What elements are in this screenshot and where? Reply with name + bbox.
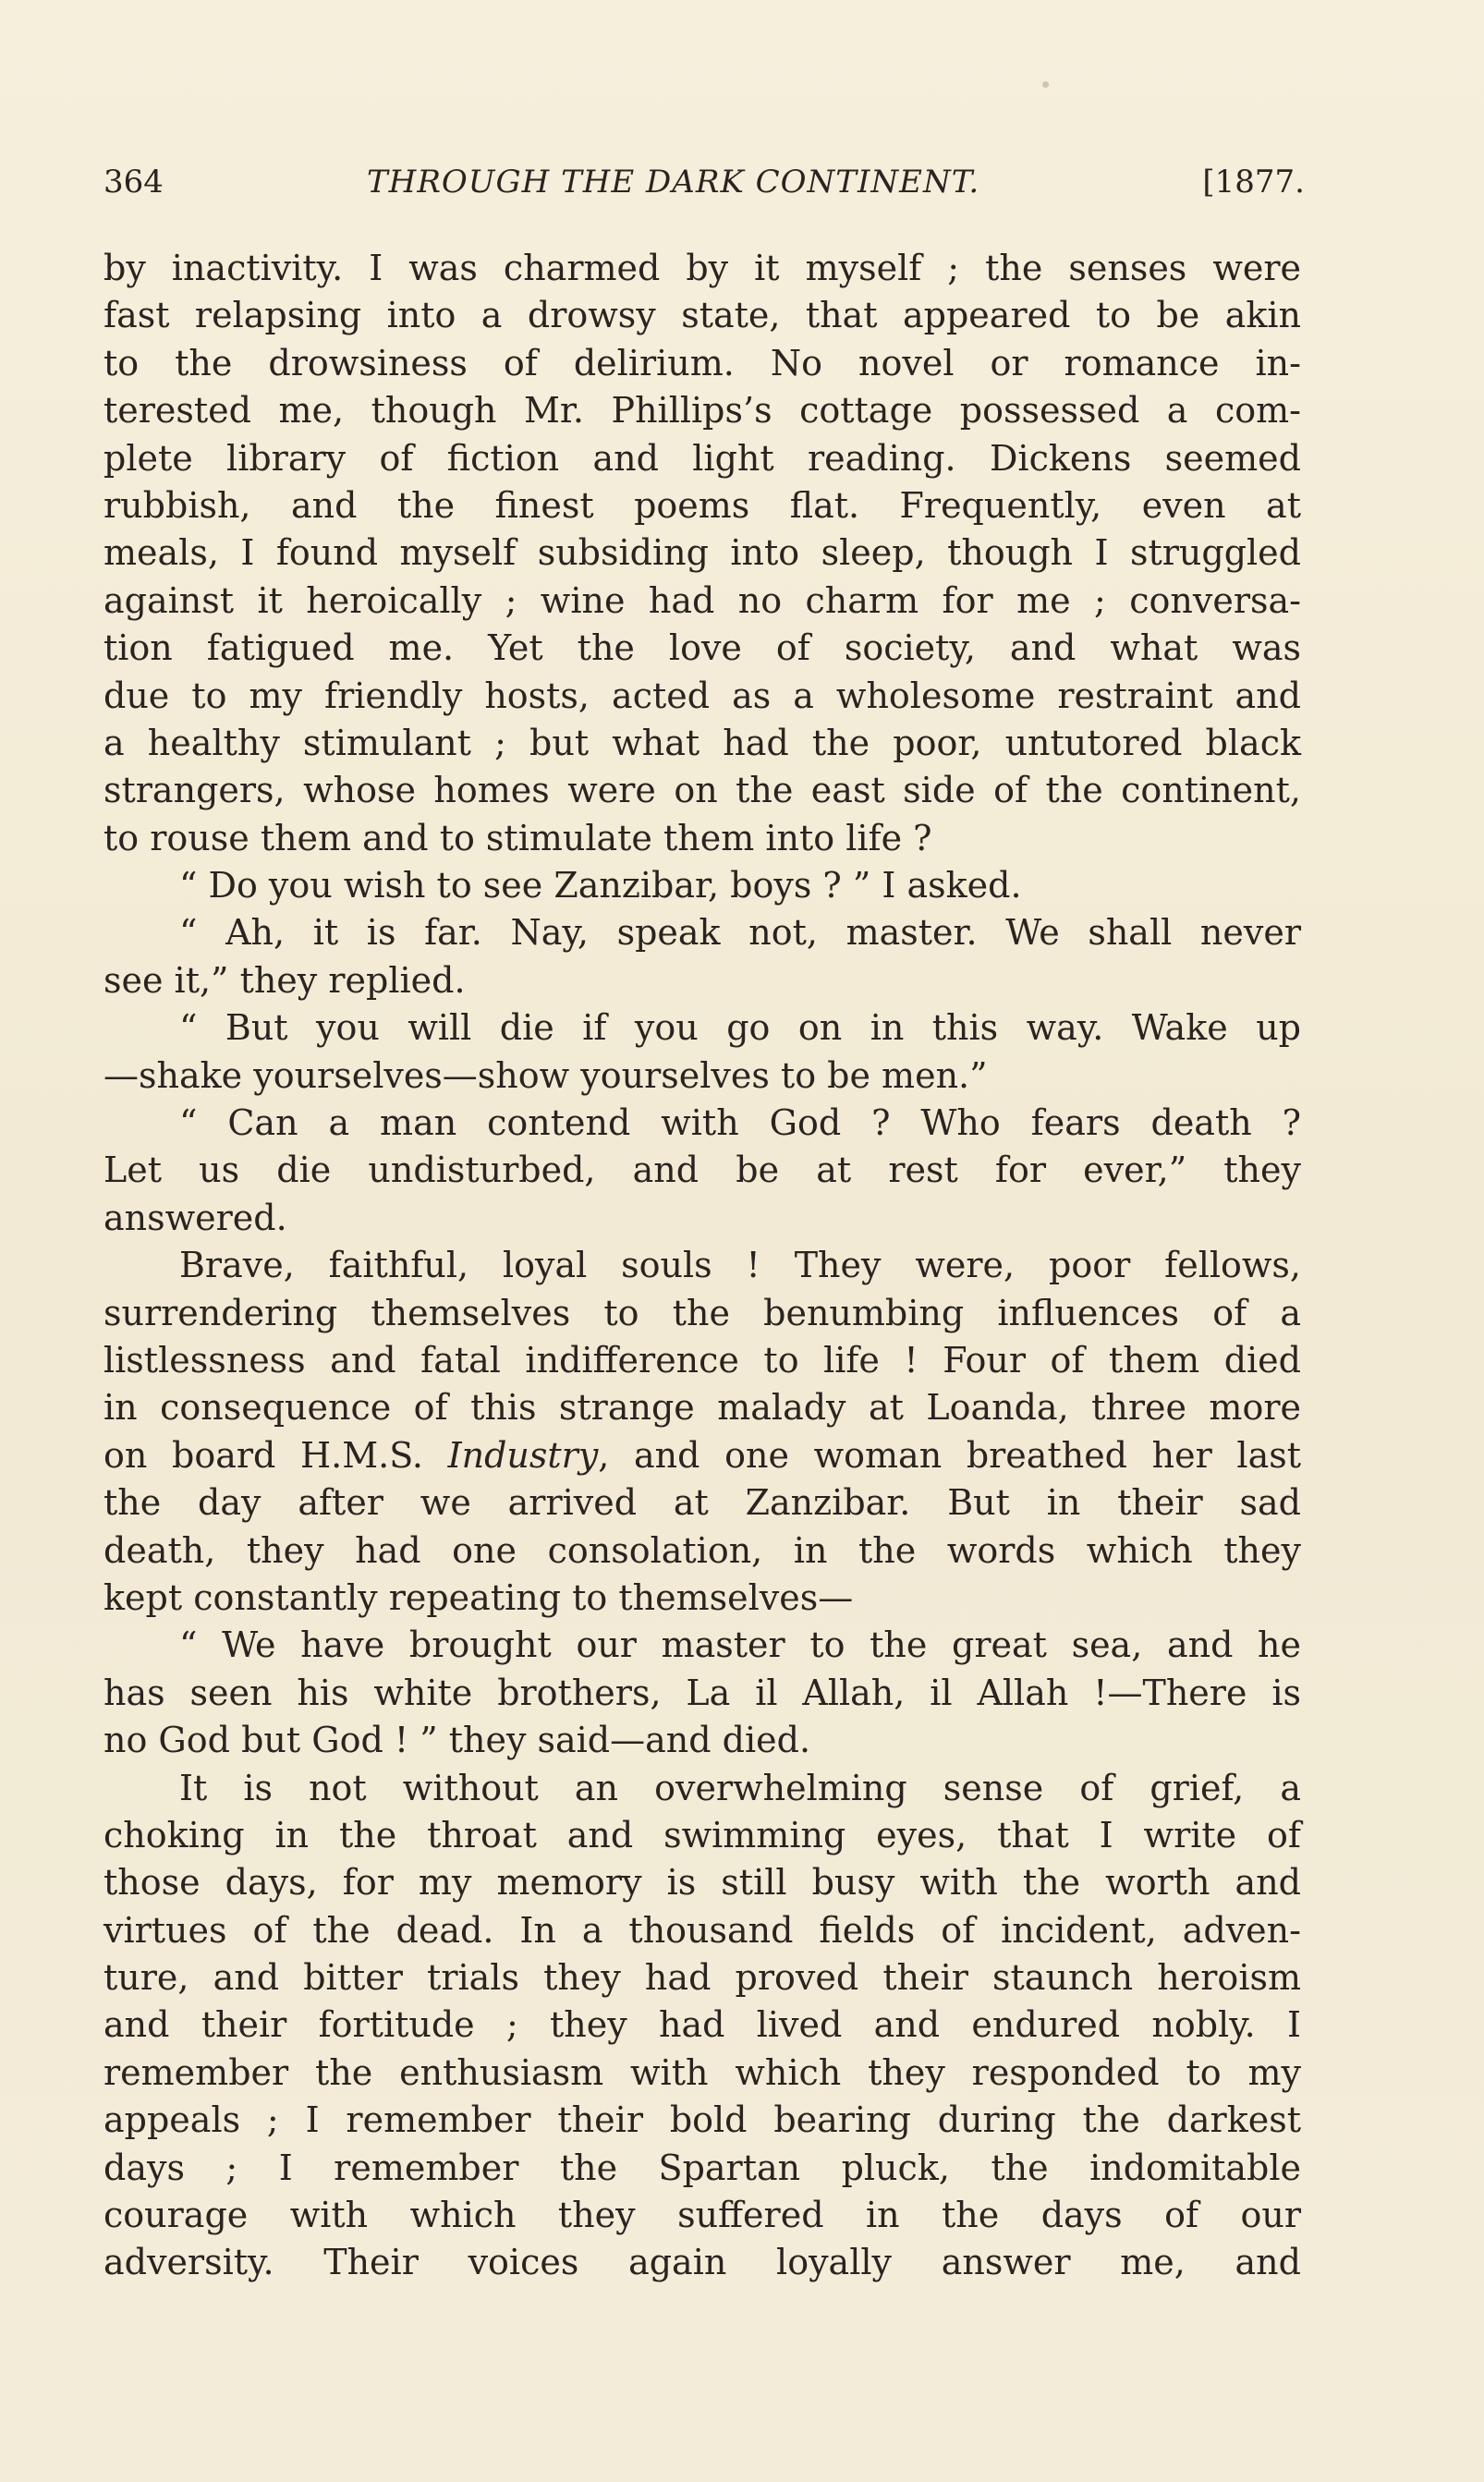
text-line: “ We have brought our master to the great sea, and he [179, 1624, 1301, 1666]
text-line: choking in the throat and swimming eyes, that I write of [103, 1814, 1301, 1855]
text-line: It is not without an overwhelming sense of grief, a [179, 1767, 1301, 1808]
text-line: virtues of the dead. In a thousand fields of incident, adven- [103, 1909, 1301, 1951]
ship-name-italic: Industry [447, 1434, 599, 1476]
text-line: to the drowsiness of delirium. No novel or romance in- [103, 342, 1301, 383]
text-line: —shake yourselves—show yourselves to be men.” [103, 1054, 988, 1096]
text-line: by inactivity. I was charmed by it myself ; the senses were [103, 248, 1301, 288]
text-line: “ Ah, it is far. Nay, speak not, master. We shall never [179, 912, 1301, 954]
text-line: listlessness and fatal indifference to life ! Four of them died [103, 1339, 1301, 1381]
text-line: plete library of fiction and light reading. Dickens seemed [103, 437, 1301, 479]
text-line: to rouse them and to stimulate them into life ? [103, 817, 932, 858]
text-line: tion fatigued me. Yet the love of society, and what was [103, 627, 1301, 669]
text-line: in consequence of this strange malady at Loanda, three more [103, 1387, 1301, 1429]
text-line: remember the enthusiasm with which they responded to my [103, 2051, 1301, 2093]
text-line: against it heroically ; wine had no charm for me ; conversa- [103, 579, 1301, 621]
text-line: surrendering themselves to the benumbing influences of a [103, 1292, 1301, 1333]
text-line: Let us die undisturbed, and be at rest for ever,” they [103, 1150, 1301, 1191]
running-title: THROUGH THE DARK CONTINENT. [367, 164, 980, 201]
text-line: kept constantly repeating to themselves— [103, 1576, 854, 1618]
text-line: strangers, whose homes were on the east side of the continent, [103, 770, 1301, 811]
text-line: no God but God ! ” they said—and died. [103, 1720, 811, 1761]
paper-speck [1042, 81, 1049, 88]
text-line: and their fortitude ; they had lived and endured nobly. I [103, 2004, 1301, 2046]
text-line: rubbish, and the finest poems flat. Frequently, even at [103, 484, 1301, 526]
body-text [103, 245, 1301, 2287]
page-number: 364 [103, 164, 164, 201]
text-line: terested me, though Mr. Phillips’s cottage possessed a com- [103, 390, 1301, 432]
header-year: [1877. [1202, 164, 1305, 201]
text-line: the day after we arrived at Zanzibar. But in their sad [103, 1482, 1301, 1524]
text-line: “ Do you wish to see Zanzibar, boys ? ” I asked. [179, 865, 1022, 906]
text-line: “ But you will die if you go on in this way. Wake up [179, 1007, 1301, 1049]
text-line: those days, for my memory is still busy with the worth and [103, 1862, 1301, 1904]
text-line: due to my friendly hosts, acted as a wholesome restraint and [103, 675, 1301, 716]
text-line: has seen his white brothers, La il Allah, il Allah !—There is [103, 1672, 1301, 1713]
text-line: meals, I found myself subsiding into sleep, though I struggled [103, 532, 1301, 574]
text-line: ture, and bitter trials they had proved their staunch heroism [103, 1957, 1301, 1999]
text-line: answered. [103, 1197, 287, 1238]
text-line: “ Can a man contend with God ? Who fears death ? [179, 1102, 1301, 1144]
text-line: adversity. Their voices again loyally answer me, and [103, 2242, 1301, 2283]
text-line: appeals ; I remember their bold bearing during the darkest [103, 2099, 1301, 2141]
text-line: Brave, faithful, loyal souls ! They were, poor fellows, [179, 1245, 1301, 1286]
text-line: a healthy stimulant ; but what had the poor, untutored black [103, 722, 1301, 763]
page-header [103, 159, 1305, 205]
text-line: on board H.M.S. Industry, and one woman breathed her last [103, 1434, 1302, 1476]
text-line: courage with which they suffered in the days of our [103, 2195, 1301, 2236]
text-line: days ; I remember the Spartan pluck, the indomitable [103, 2147, 1301, 2188]
text-line: death, they had one consolation, in the words which they [103, 1529, 1301, 1571]
text-line: see it,” they replied. [103, 959, 466, 1001]
text-line: fast relapsing into a drowsy state, that appeared to be akin [103, 295, 1301, 336]
